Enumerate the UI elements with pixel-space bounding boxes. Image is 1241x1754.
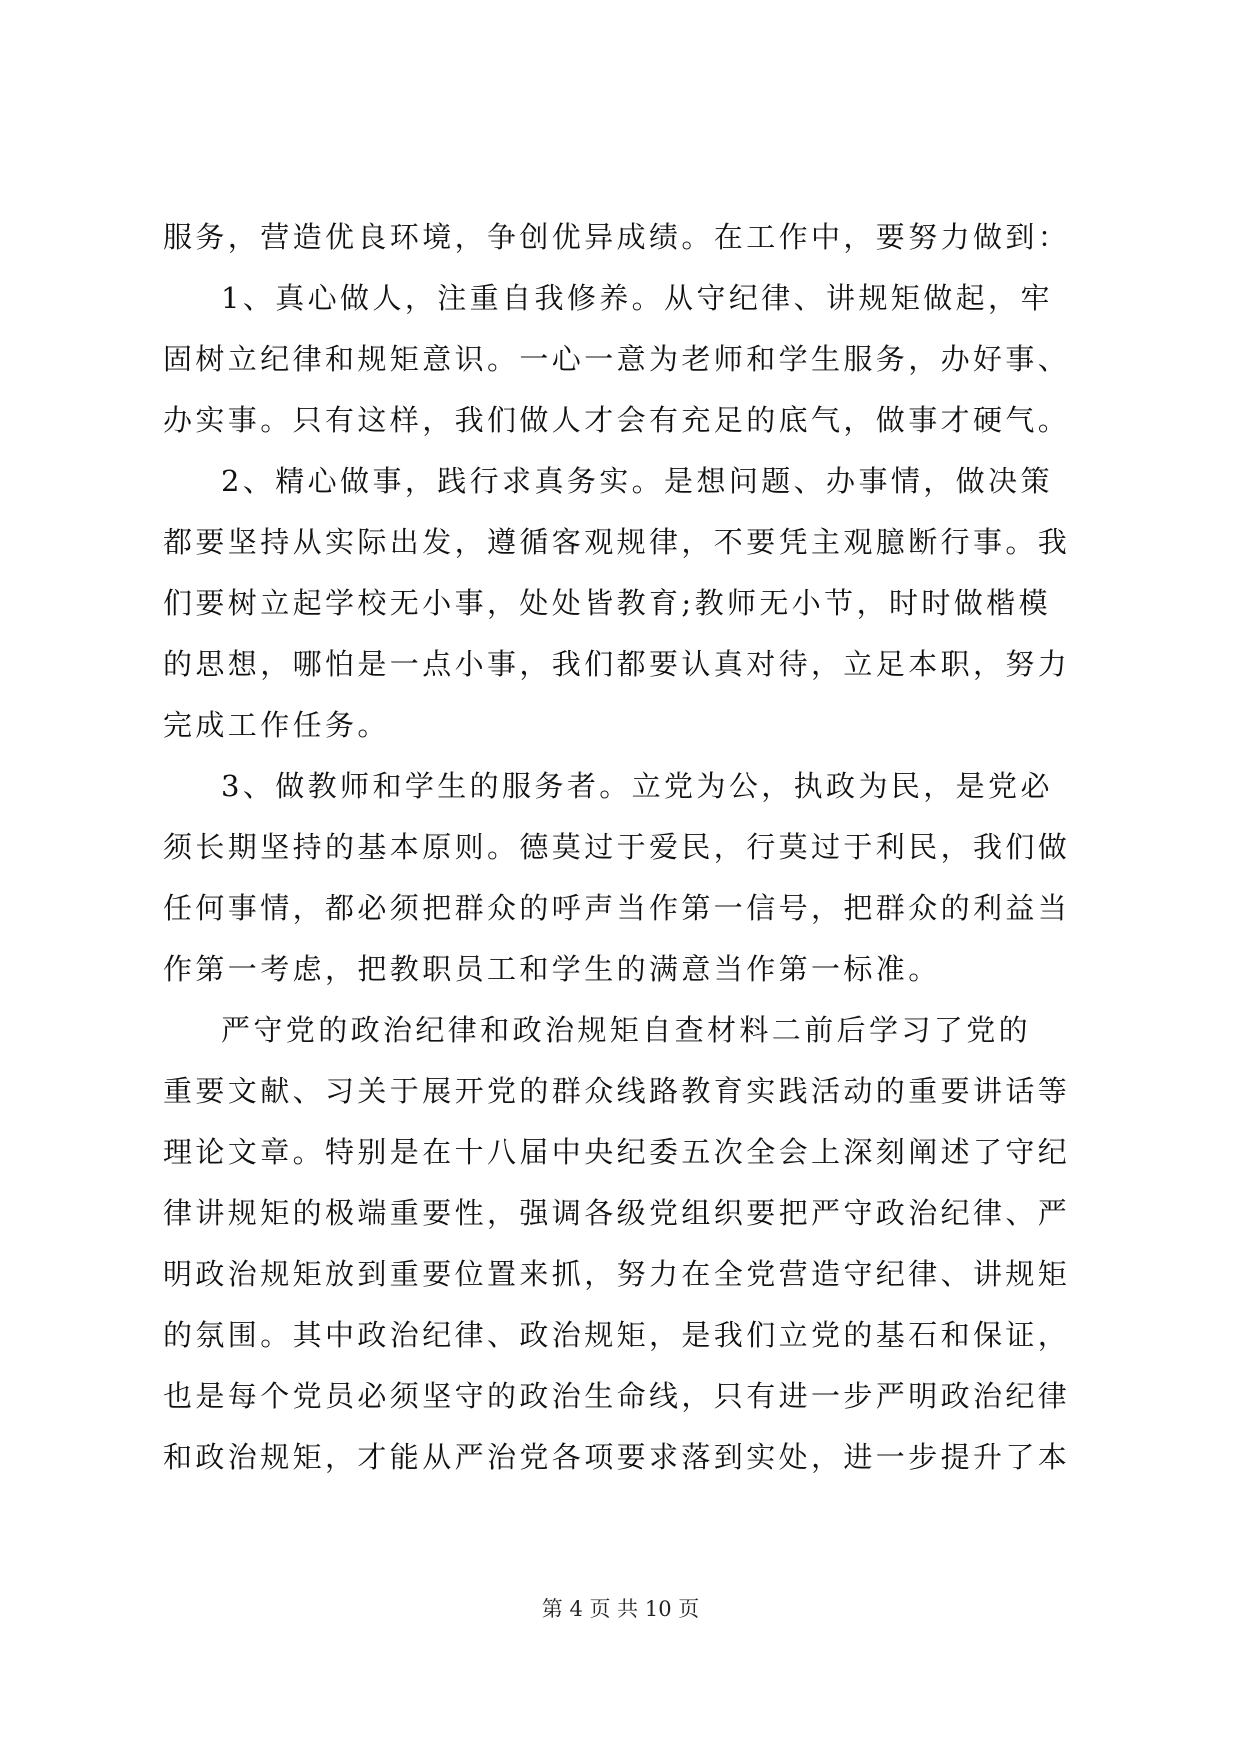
text-line: 重要文献、习关于展开党的群众线路教育实践活动的重要讲话等: [163, 1074, 1071, 1108]
text-line: 固树立纪律和规矩意识。一心一意为老师和学生服务，办好事、: [163, 342, 1071, 376]
text-line: 须长期坚持的基本原则。德莫过于爱民，行莫过于利民，我们做: [163, 830, 1071, 864]
text-line: 们要树立起学校无小事，处处皆教育;教师无小节，时时做楷模: [163, 586, 1051, 620]
text-line: 1、真心做人，注重自我修养。从守纪律、讲规矩做起，牢: [221, 281, 1053, 315]
text-line: 办实事。只有这样，我们做人才会有充足的底气，做事才硬气。: [163, 403, 1071, 437]
text-line: 律讲规矩的极端重要性，强调各级党组织要把严守政治纪律、严: [163, 1196, 1071, 1230]
text-line: 3、做教师和学生的服务者。立党为公，执政为民，是党必: [221, 769, 1053, 803]
text-line: 和政治规矩，才能从严治党各项要求落到实处，进一步提升了本: [163, 1440, 1071, 1474]
text-line: 的氛围。其中政治纪律、政治规矩，是我们立党的基石和保证，: [163, 1318, 1071, 1352]
text-line: 理论文章。特别是在十八届中央纪委五次全会上深刻阐述了守纪: [163, 1135, 1071, 1169]
text-line: 2、精心做事，践行求真务实。是想问题、办事情，做决策: [221, 464, 1053, 498]
text-line: 也是每个党员必须坚守的政治生命线，只有进一步严明政治纪律: [163, 1379, 1071, 1413]
text-line: 服务，营造优良环境，争创优异成绩。在工作中，要努力做到：: [163, 220, 1071, 254]
text-line: 作第一考虑，把教职员工和学生的满意当作第一标准。: [163, 952, 941, 986]
text-line: 完成工作任务。: [163, 708, 390, 742]
text-line: 任何事情，都必须把群众的呼声当作第一信号，把群众的利益当: [163, 891, 1071, 925]
document-body: [163, 207, 1083, 1488]
text-line: 严守党的政治纪律和政治规矩自查材料二前后学习了党的: [221, 1013, 1032, 1047]
text-line: 都要坚持从实际出发，遵循客观规律，不要凭主观臆断行事。我: [163, 525, 1071, 559]
page-number-footer: 第 4 页 共 10 页: [541, 1597, 700, 1621]
text-line: 明政治规矩放到重要位置来抓，努力在全党营造守纪律、讲规矩: [163, 1257, 1071, 1291]
text-line: 的思想，哪怕是一点小事，我们都要认真对待，立足本职，努力: [163, 647, 1071, 681]
